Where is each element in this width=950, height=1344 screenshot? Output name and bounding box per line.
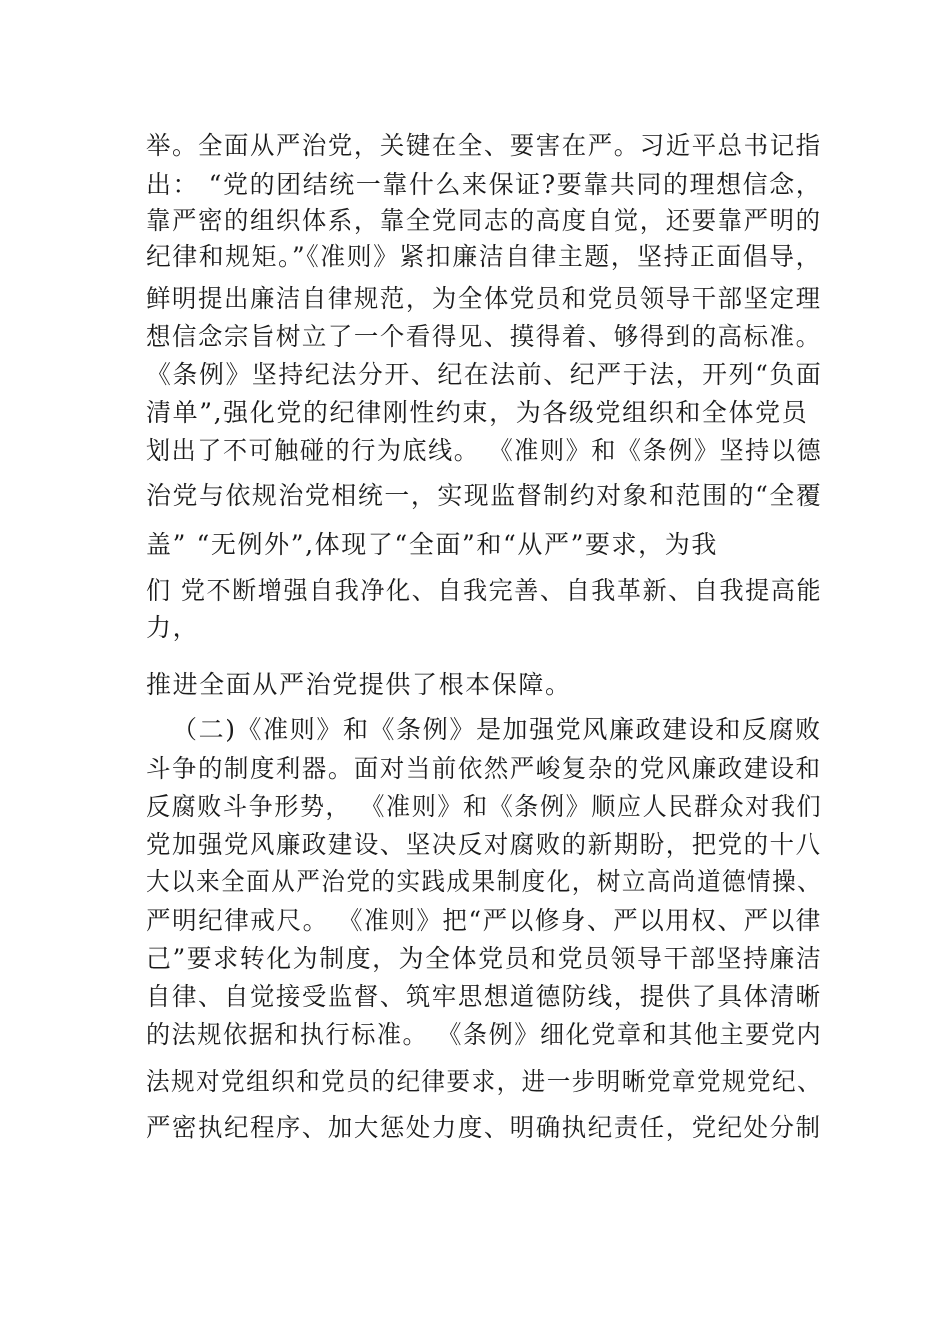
text-line: 法规对党组织和党员的纪律要求，进一步明晰党章党规党纪、 [146, 1067, 823, 1096]
text-line: 纪律和规矩。”《准则》紧扣廉洁自律主题，坚持正面倡导， [146, 242, 823, 271]
text-line: 党加强党风廉政建设、坚决反对腐败的新期盼，把党的十八 [146, 830, 822, 859]
paragraph-heading: （二)《准则》和《条例》是加强党风廉政建设和反腐败 [172, 715, 822, 744]
text-line: 治党与依规治党相统一，实现监督制约对象和范围的“全覆 [146, 481, 823, 510]
text-line: 靠严密的组织体系，靠全党同志的高度自觉，还要靠严明的 [146, 206, 822, 235]
text-line: 自律、自觉接受监督、筑牢思想道德防线，提供了具体清晰 [146, 982, 822, 1011]
text-line: 己”要求转化为制度，为全体党员和党员领导干部坚持廉洁 [146, 944, 823, 973]
text-line: 盖” “无例外”,体现了“全面”和“从严”要求，为我 [146, 530, 718, 559]
text-line: 严明纪律戒尺。 《准则》把“严以修身、严以用权、严以律 [146, 906, 822, 935]
text-line: 鲜明提出廉洁自律规范，为全体党员和党员领导干部坚定理 [146, 284, 822, 313]
text-line: 的法规依据和执行标准。 《条例》细化党章和其他主要党内 [146, 1020, 823, 1049]
text-line: 想信念宗旨树立了一个看得见、摸得着、够得到的高标准。 [146, 322, 822, 351]
text-line: 反腐败斗争形势， 《准则》和《条例》顺应人民群众对我们 [146, 792, 823, 821]
text-line: 斗争的制度利器。面对当前依然严峻复杂的党风廉政建设和 [146, 754, 822, 783]
text-line: 力， [146, 613, 200, 642]
text-line: 举。全面从严治党，关键在全、要害在严。习近平总书记指 [146, 131, 822, 160]
text-line: 严密执纪程序、加大惩处力度、明确执纪责任，党纪处分制 [146, 1113, 822, 1142]
text-line: 推进全面从严治党提供了根本保障。 [146, 670, 572, 699]
text-line: 出： “党的团结统一靠什么来保证?要靠共同的理想信念， [146, 170, 823, 199]
text-line: 们 党不断增强自我净化、自我完善、自我革新、自我提高能 [146, 576, 823, 605]
text-line: 划出了不可触碰的行为底线。 《准则》和《条例》坚持以德 [146, 436, 823, 465]
text-line: 清单”,强化党的纪律刚性约束，为各级党组织和全体党员 [146, 398, 809, 427]
text-line: 《条例》坚持纪法分开、纪在法前、纪严于法，开列“负面 [146, 360, 823, 389]
text-line: 大以来全面从严治党的实践成果制度化，树立高尚道德情操、 [146, 867, 823, 896]
